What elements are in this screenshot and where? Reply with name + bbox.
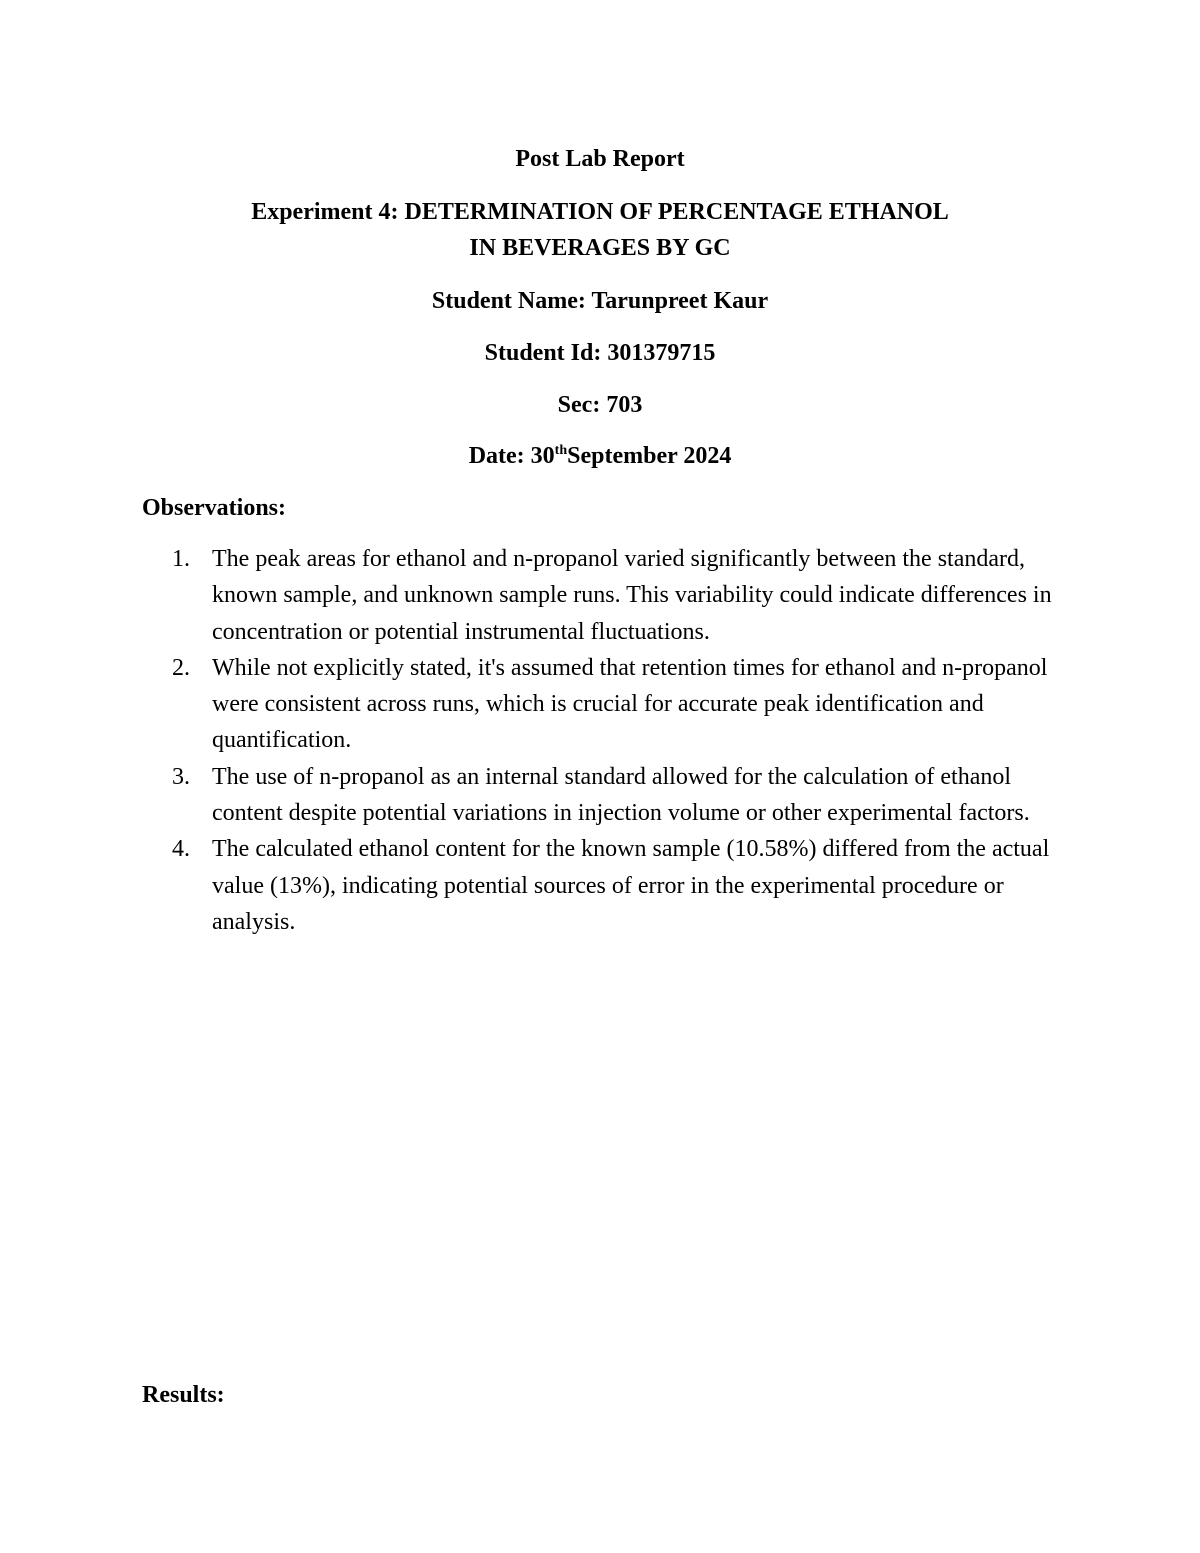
observation-item [142, 541, 1072, 650]
date-ordinal-superscript: th [554, 443, 568, 458]
observation-item [142, 831, 1072, 940]
results-heading: Results: [142, 1382, 225, 1408]
observations-heading: Observations: [142, 495, 286, 521]
observation-text: The peak areas for ethanol and n-propanol varied significantly between the standard, known sample, and unknown sample runs. This variability could indicate differences in concentration or potential instrumental fluctuations. [212, 546, 1052, 645]
observation-number: 1. [172, 546, 190, 572]
experiment-title-line-2: IN BEVERAGES BY GC [469, 235, 731, 261]
experiment-title [0, 194, 1200, 266]
report-date [0, 438, 1200, 474]
observation-text: While not explicitly stated, it's assumed that retention times for ethanol and n-propanol were consistent across runs, which is crucial for accurate peak identification and quantification. [212, 654, 1048, 754]
experiment-title-line-1: Experiment 4: DETERMINATION OF PERCENTAGE ETHANOL [251, 199, 949, 225]
observation-number: 3. [172, 763, 190, 790]
observation-number: 4. [172, 836, 190, 863]
observation-text: The use of n-propanol as an internal standard allowed for the calculation of ethanol content despite potential variations in injection volume or other experimental factors. [212, 763, 1030, 827]
observation-number: 2. [172, 654, 190, 681]
observation-item [142, 650, 1072, 759]
section-number: Sec: 703 [557, 392, 643, 418]
report-title: Post Lab Report [515, 146, 685, 172]
date-suffix: September 2024 [567, 443, 732, 469]
student-id: Student Id: 301379715 [484, 340, 716, 366]
student-name: Student Name: Tarunpreet Kaur [431, 288, 769, 314]
date-prefix: Date: 30 [468, 443, 555, 469]
observation-text: The calculated ethanol content for the known sample (10.58%) differed from the actual value (13%), indicating potential sources of error in the experimental procedure or analysis. [212, 836, 1050, 935]
observations-list [142, 541, 1072, 940]
observation-item [142, 759, 1072, 832]
